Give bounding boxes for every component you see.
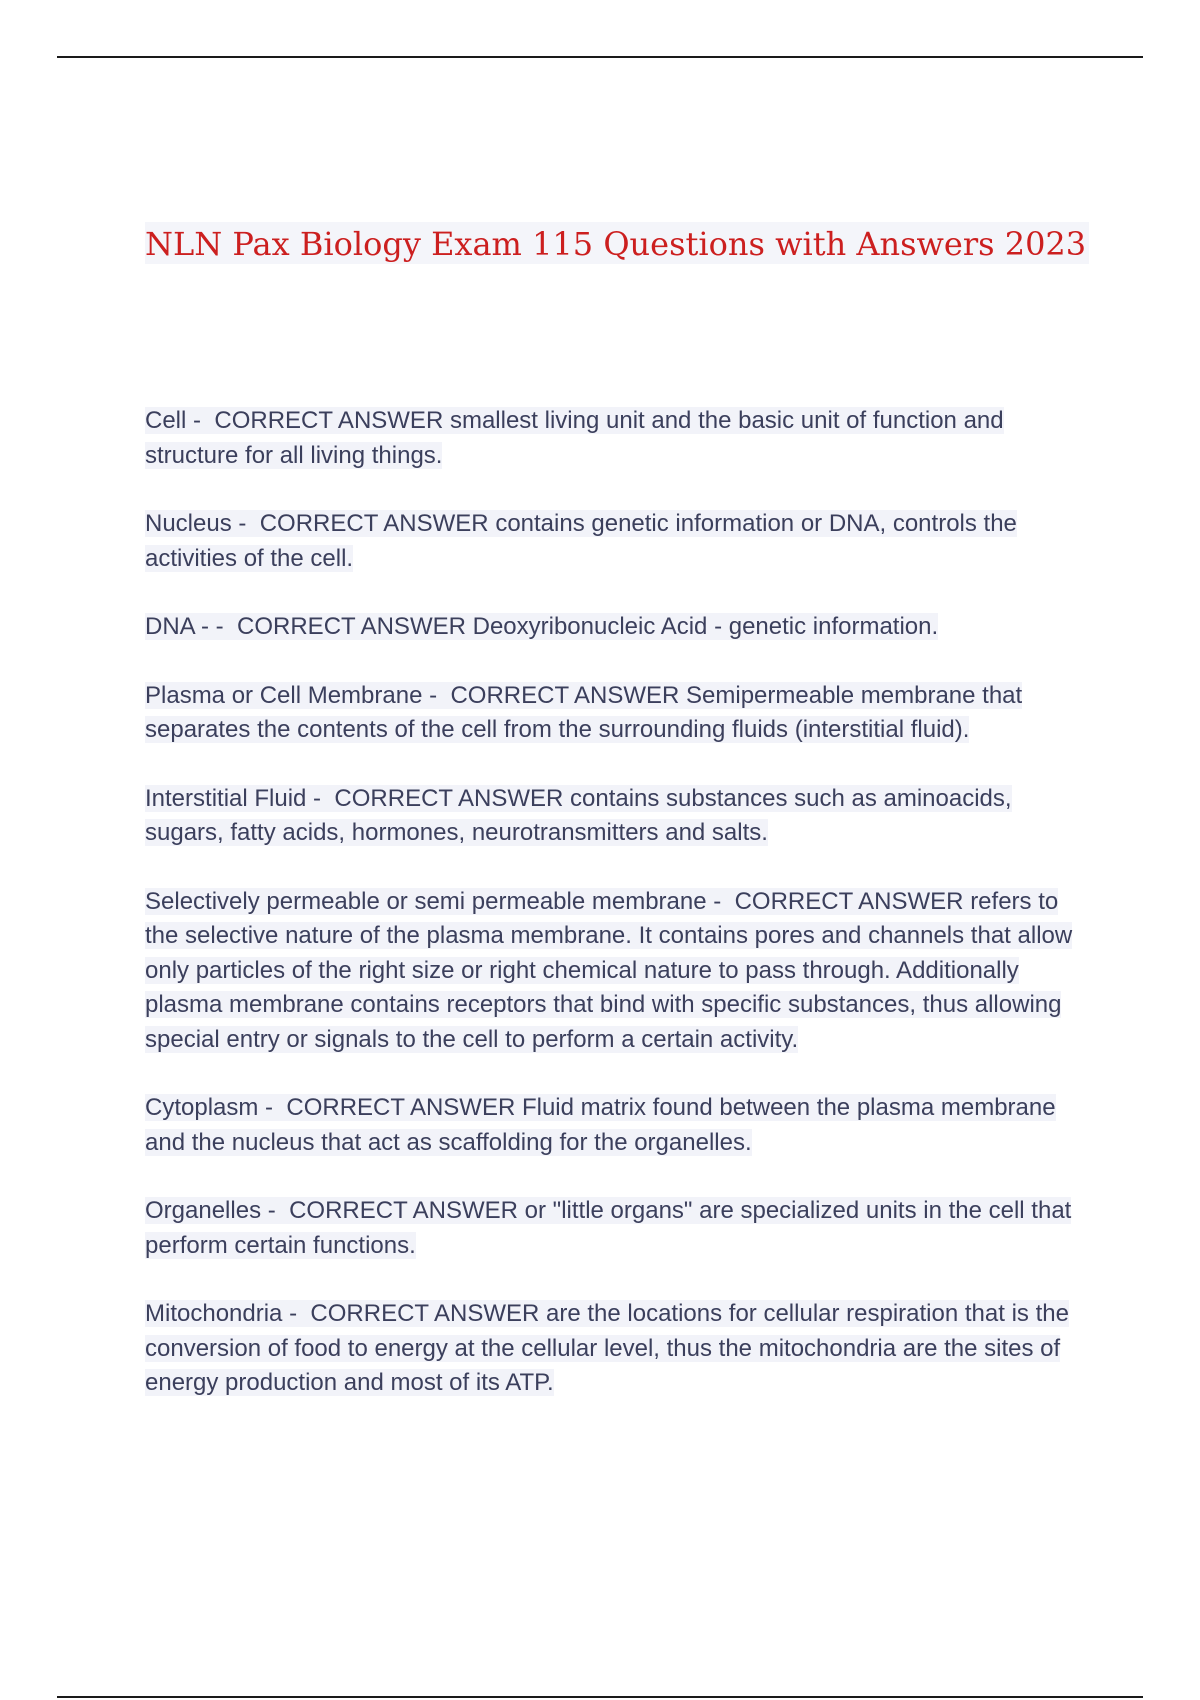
term: Nucleus -	[145, 510, 247, 537]
term: DNA - -	[145, 613, 224, 640]
document-title: NLN Pax Biology Exam 115 Questions with Answers 2023	[145, 225, 1087, 263]
answer-text: Fluid matrix found between the plasma membrane and the nucleus that act as scaffolding for the organelles.	[145, 1094, 1056, 1156]
answer-marker: CORRECT ANSWER	[334, 784, 564, 812]
qa-item-interstitial-fluid	[145, 782, 1095, 851]
qa-item-cytoplasm	[145, 1091, 1095, 1160]
answer-text: or "little organs" are specialized units in the cell that perform certain functions.	[145, 1197, 1072, 1259]
answer-marker: CORRECT ANSWER	[286, 1094, 516, 1121]
top-divider	[57, 56, 1143, 58]
term: Selectively permeable or semi permeable membrane -	[145, 887, 722, 915]
bottom-divider	[57, 1696, 1143, 1698]
qa-item-organelles	[145, 1194, 1095, 1263]
answer-text: Semipermeable membrane that separates the contents of the cell from the surrounding fluids (interstitial fluid).	[145, 681, 1023, 743]
term: Organelles -	[145, 1197, 276, 1224]
answer-text: contains genetic information or DNA, controls the activities of the cell.	[145, 510, 1017, 572]
answer-marker: CORRECT ANSWER	[259, 510, 489, 537]
term: Cytoplasm -	[145, 1094, 274, 1121]
qa-item-nucleus	[145, 507, 1095, 576]
answer-marker: CORRECT ANSWER	[289, 1197, 518, 1224]
answer-marker: CORRECT ANSWER	[310, 1300, 540, 1327]
qa-list	[145, 404, 1095, 1435]
answer-text: smallest living unit and the basic unit of function and structure for all living things.	[145, 407, 1004, 469]
qa-item-mitochondria	[145, 1297, 1095, 1401]
answer-text: refers to the selective nature of the plasma membrane. It contains pores and channels that allow only particles of the right size or right chemical nature to pass through. Additionally plasma membrane contains receptors that bind with specific substances, thus allowing special entry or signals to the cell to perform a certain activity.	[145, 887, 1073, 1053]
answer-marker: CORRECT ANSWER	[214, 407, 444, 434]
term: Plasma or Cell Membrane -	[145, 681, 438, 709]
qa-item-dna	[145, 610, 1095, 645]
term: Mitochondria -	[145, 1300, 298, 1327]
term: Cell -	[145, 407, 202, 434]
answer-text: Deoxyribonucleic Acid - genetic information.	[472, 613, 939, 640]
answer-marker: CORRECT ANSWER	[450, 681, 680, 709]
answer-text: are the locations for cellular respiration that is the conversion of food to energy at the cellular level, thus the mitochondria are the sites of energy production and most of its ATP.	[145, 1300, 1069, 1396]
answer-marker: CORRECT ANSWER	[734, 887, 964, 915]
qa-item-cell	[145, 404, 1095, 473]
qa-item-plasma-membrane	[145, 679, 1095, 748]
answer-text: contains substances such as aminoacids, sugars, fatty acids, hormones, neurotransmitters and salts.	[145, 784, 1012, 846]
term: Interstitial Fluid -	[145, 784, 322, 812]
qa-item-selectively-permeable	[145, 885, 1095, 1058]
answer-marker: CORRECT ANSWER	[237, 613, 466, 640]
title-block	[145, 222, 1089, 264]
